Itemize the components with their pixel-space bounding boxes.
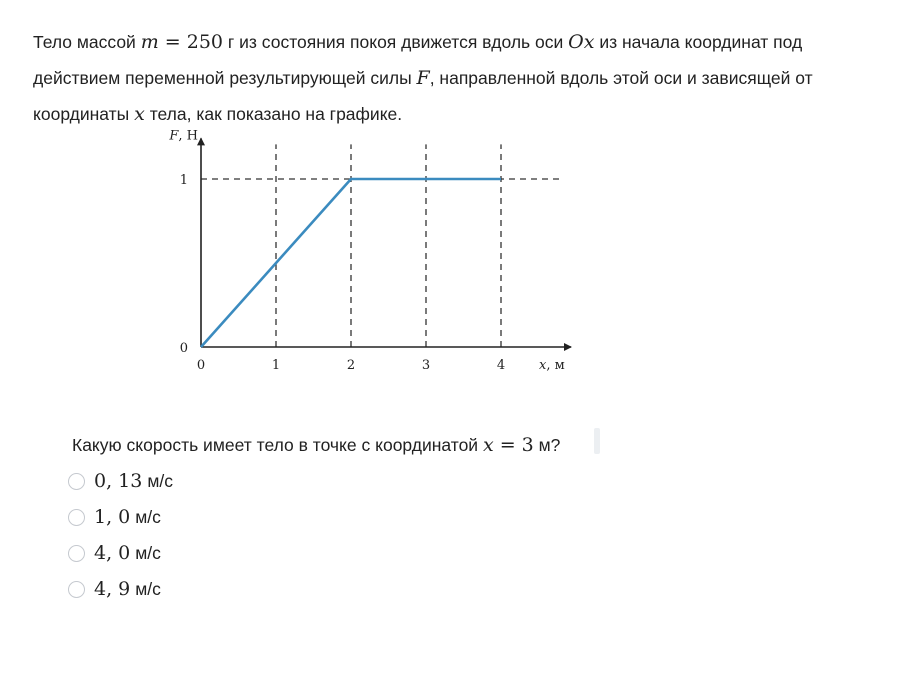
- axis-origin-label: O: [568, 31, 584, 53]
- problem-text-2: г из состояния покоя движется вдоль оси: [223, 32, 569, 52]
- x-tick-label: 0: [196, 358, 206, 373]
- problem-statement: [33, 24, 893, 132]
- problem-text-3: из начала координат под: [594, 32, 803, 52]
- answer-option[interactable]: [68, 463, 173, 499]
- radio-button-icon[interactable]: [68, 545, 85, 562]
- answer-options: [68, 463, 173, 607]
- x-axis-label: [539, 358, 565, 373]
- answer-option[interactable]: [68, 499, 173, 535]
- radio-button-icon[interactable]: [68, 509, 85, 526]
- option-unit: м/с: [135, 542, 161, 563]
- mass-variable: m: [140, 31, 159, 53]
- y-axis-label-unit: , Н: [178, 128, 198, 144]
- axis-x-label: x: [583, 31, 595, 53]
- x-tick-label: 1: [271, 358, 281, 373]
- x-tick-label: 3: [421, 358, 431, 373]
- question-text-2: м?: [533, 435, 561, 455]
- force-graph-svg: [150, 128, 580, 383]
- force-variable: F: [416, 67, 430, 89]
- option-unit: м/с: [147, 470, 174, 491]
- problem-text-7: тела, как показано на графике.: [144, 104, 403, 124]
- option-value: 4, 9: [94, 578, 131, 600]
- x-axis-label-var: x: [539, 358, 547, 373]
- answer-option[interactable]: [68, 535, 173, 571]
- option-unit: м/с: [135, 578, 161, 599]
- radio-button-icon[interactable]: [68, 473, 85, 490]
- y-tick-label: 0: [179, 341, 188, 356]
- radio-button-icon[interactable]: [68, 581, 85, 598]
- problem-text-1: Тело массой: [33, 32, 141, 52]
- y-axis-label: [168, 128, 198, 143]
- x-tick-label: 4: [496, 358, 506, 373]
- mass-value: 250: [186, 31, 223, 53]
- question-variable: x: [482, 434, 494, 456]
- y-tick-label: 1: [179, 173, 188, 188]
- x-axis-label-unit: , м: [546, 358, 565, 373]
- option-unit: м/с: [135, 506, 161, 527]
- equals-sign: =: [158, 31, 187, 53]
- problem-text-5: , направленной вдоль этой оси и зависящей от: [429, 68, 813, 88]
- question-equals: =: [493, 434, 522, 456]
- y-axis-label-var: F: [169, 128, 179, 144]
- option-value: 1, 0: [94, 506, 131, 528]
- option-value: 0, 13: [94, 470, 143, 492]
- question-text: [72, 429, 560, 461]
- x-tick-label: 2: [346, 358, 356, 373]
- force-graph: [150, 128, 580, 383]
- answer-option[interactable]: [68, 571, 173, 607]
- problem-text-4: действием переменной результирующей силы: [33, 68, 417, 88]
- question-text-1: Какую скорость имеет тело в точке с координатой: [72, 435, 483, 455]
- option-value: 4, 0: [94, 542, 131, 564]
- text-cursor-marker: [594, 428, 600, 454]
- question-value: 3: [521, 434, 534, 456]
- problem-text-6: координаты: [33, 104, 135, 124]
- coordinate-variable: x: [134, 103, 145, 125]
